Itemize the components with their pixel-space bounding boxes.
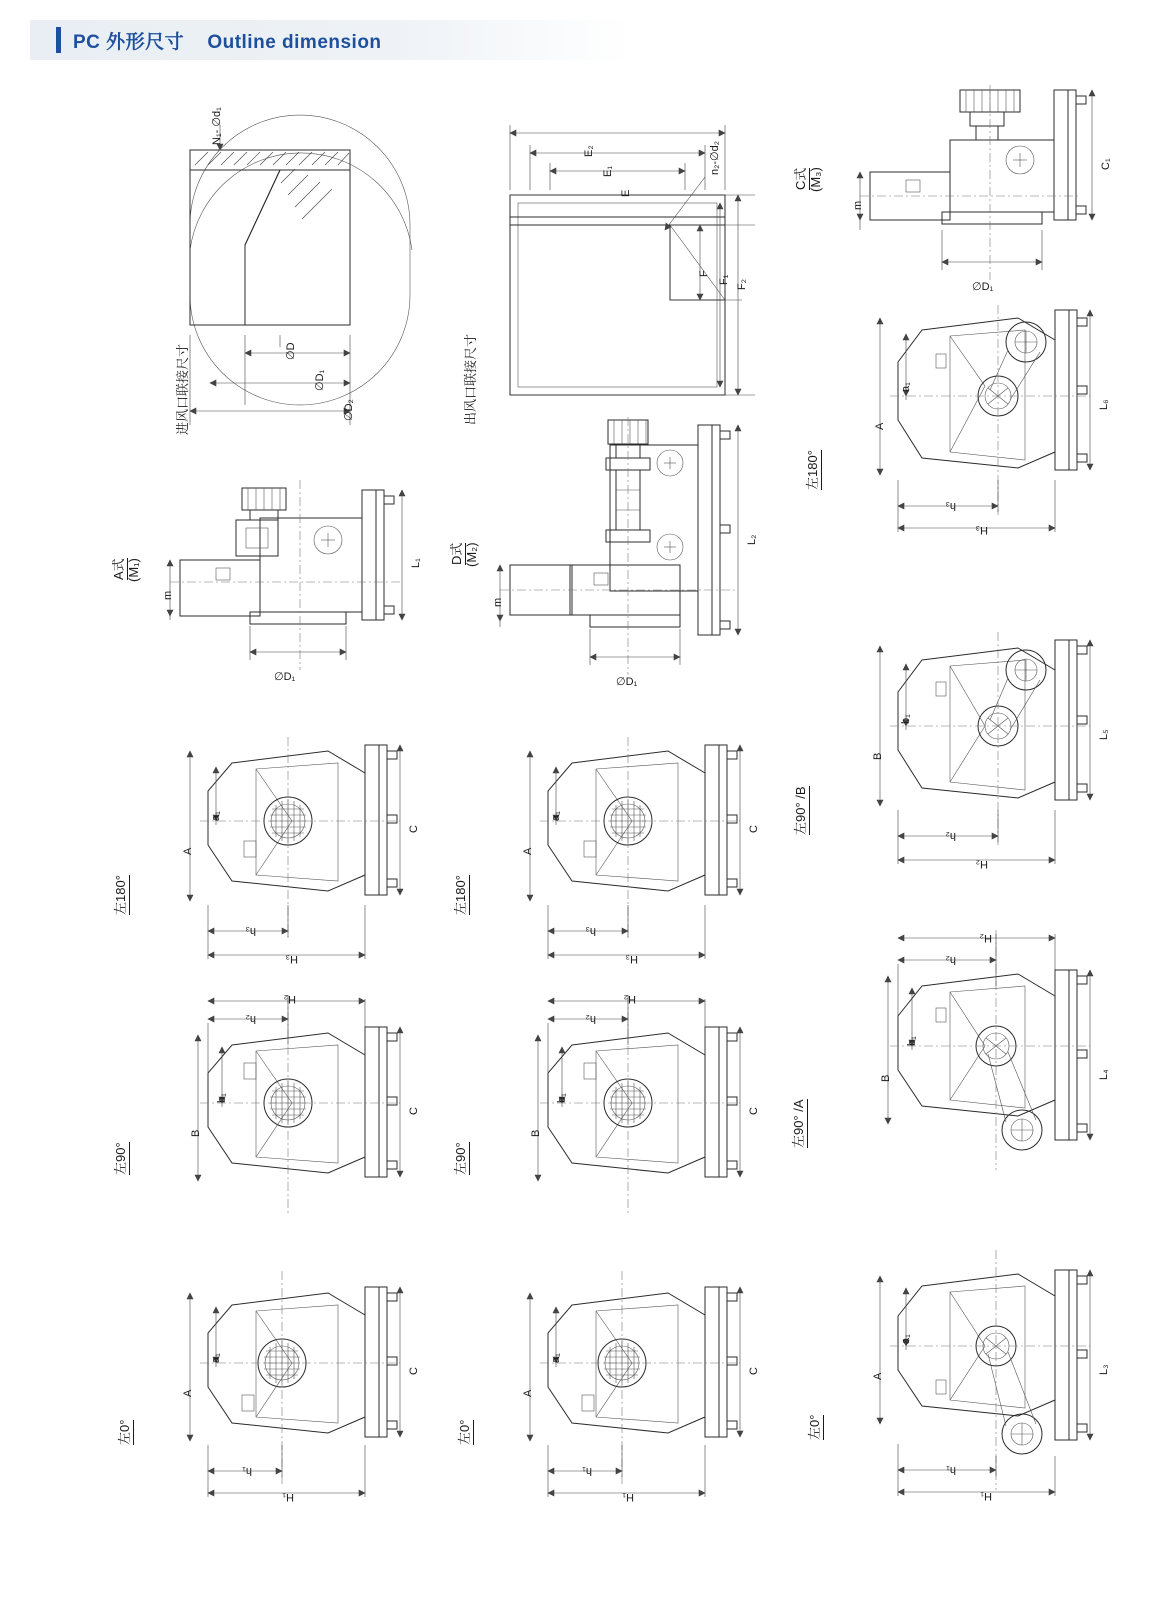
view-left0-col3-dim-a: A (872, 1372, 884, 1380)
view-left0-col2-dim-a1: a₁ (550, 1353, 562, 1363)
view-left90-a-dim-l4: L₄ (1098, 1069, 1110, 1080)
view-left90-b (793, 620, 1120, 880)
view-left0-col1-dim-a1: a₁ (210, 1353, 222, 1363)
view-left180-col1 (113, 725, 430, 975)
view-left90-a-dim-b: B (880, 1074, 892, 1082)
view-left90-col2-dim-h2s: h₂ (585, 1013, 596, 1025)
view-left180-right-dim-a1: a₁ (900, 382, 912, 392)
outlet-detail-caption: 出风口联接尺寸 (463, 333, 478, 425)
view-left90-col2-name (450, 1142, 469, 1175)
view-left90-col2-dim-H2: H₂ (623, 993, 636, 1005)
view-left180-col1-dim-a: A (182, 847, 194, 855)
view-left180-col2-dim-c: C (748, 825, 760, 833)
inlet-detail-caption: 进风口联接尺寸 (175, 343, 190, 435)
view-left180-col1-label: 左180° (113, 875, 128, 915)
view-a-shi (111, 470, 440, 683)
view-left90-b-dim-l5: L₅ (1098, 729, 1110, 740)
view-left0-col1-dim-H1: H₁ (282, 1491, 294, 1503)
view-a-shi-sub: (M₁) (126, 558, 141, 582)
view-left0-col3-dim-H1: H₁ (980, 1490, 992, 1502)
view-left0-col1-name (114, 1420, 133, 1445)
view-left180-col1-name (110, 875, 129, 915)
outlet-label-e1: E₁ (602, 165, 614, 177)
view-d-shi-dim-l2: L₂ (746, 534, 758, 545)
outlet-label-f1: F₁ (718, 274, 730, 285)
inlet-connection-detail (150, 95, 450, 435)
view-left90-col2-label: 左90° (453, 1142, 468, 1175)
view-c-shi-dim-m: m (852, 200, 864, 210)
view-left0-col2-dim-h1s: h₁ (582, 1465, 592, 1477)
view-d-shi-sub: (M₂) (464, 542, 479, 567)
view-left0-col1 (117, 1255, 430, 1505)
outlet-label-f2: F₂ (736, 279, 748, 290)
view-left90-b-dim-b: B (872, 752, 884, 760)
view-d-shi-dim-m: m (492, 597, 504, 607)
view-left180-col2-dim-a: A (522, 847, 534, 855)
view-a-shi-label: A式 (111, 558, 126, 580)
view-left180-right-dim-h3s: h₃ (945, 500, 956, 512)
header-accent-bar (56, 27, 61, 53)
view-left90-b-label: 左90° /B (793, 786, 808, 835)
view-left180-col2 (453, 725, 770, 975)
view-left180-right-dim-l6: L₆ (1098, 399, 1110, 410)
view-left90-col2 (453, 985, 770, 1235)
view-a-shi-dim-m: m (162, 590, 174, 600)
view-left90-col2-dim-b1: b₁ (556, 1093, 568, 1103)
view-left90-b-dim-h2s: h₂ (945, 830, 956, 842)
view-left180-col1-dim-c: C (408, 825, 420, 833)
view-d-shi-name (446, 543, 465, 565)
view-left180-right-dim-H3: H₃ (975, 524, 988, 536)
view-d-shi-dim-d1: ∅D₁ (616, 676, 638, 688)
outlet-label-e: E (620, 189, 632, 197)
view-left180-col1-dim-h3s: h₃ (245, 925, 256, 937)
view-left0-col2-label: 左0° (457, 1419, 472, 1445)
view-left0-col3-dim-a1: a₁ (900, 1334, 912, 1344)
view-left90-a-dim-b1: b₁ (906, 1036, 918, 1046)
view-c-shi-dim-c1: C₁ (1100, 158, 1112, 170)
outlet-label-f: F (698, 270, 710, 277)
inlet-label-d1: ∅D₁ (314, 369, 326, 391)
view-a-shi-name (108, 558, 127, 580)
inlet-label-n1: N₁- ∅d₁ (211, 107, 223, 145)
view-c-shi (793, 80, 1120, 293)
view-left90-a-dim-H2: H₂ (979, 932, 992, 944)
view-c-shi-name (790, 168, 809, 190)
view-left0-col3 (807, 1240, 1120, 1510)
page-header (30, 20, 630, 60)
outlet-label-n2d2: n₂-∅d₂ (709, 140, 721, 175)
view-left0-col1-label: 左0° (117, 1419, 132, 1445)
view-left180-col2-dim-h3s: h₃ (585, 925, 596, 937)
view-left0-col1-dim-h1s: h₁ (242, 1465, 252, 1477)
view-left180-col1-dim-H3: H₃ (285, 953, 298, 965)
view-left180-col2-dim-H3: H₃ (625, 953, 638, 965)
view-left0-col1-dim-a: A (182, 1389, 194, 1397)
view-left90-b-dim-b1: b₁ (900, 714, 912, 724)
view-a-shi-dim-l1: L₁ (410, 558, 422, 568)
view-left180-right-dim-a: A (874, 422, 886, 430)
view-left0-col2 (457, 1255, 770, 1505)
inlet-label-d: ∅D (285, 342, 297, 360)
view-left90-b-name (790, 786, 809, 835)
view-left90-col1-dim-b: B (190, 1129, 202, 1137)
view-c-shi-label: C式 (793, 167, 808, 190)
view-left0-col2-dim-c: C (748, 1367, 760, 1375)
view-left90-col2-dim-b: B (530, 1129, 542, 1137)
view-left90-col1 (113, 985, 430, 1235)
view-left0-col2-dim-H1: H₁ (622, 1491, 634, 1503)
view-d-shi-label: D式 (449, 542, 464, 565)
view-a-shi-dim-d1: ∅D₁ (274, 671, 296, 683)
view-left180-col2-dim-a1: a₁ (550, 811, 562, 821)
view-left180-col2-name (450, 875, 469, 915)
inlet-label-d2: ∅D₂ (343, 399, 355, 421)
view-d-shi (449, 415, 770, 688)
view-left180-right (805, 300, 1120, 550)
page-title-cn: PC 外形尺寸 (73, 31, 185, 53)
view-left0-col3-dim-l3: L₃ (1098, 1364, 1110, 1375)
view-left90-b-dim-H2: H₂ (975, 858, 988, 870)
view-left180-right-name (802, 450, 821, 490)
view-left0-col1-dim-c: C (408, 1367, 420, 1375)
view-c-shi-sub: (M₃) (808, 167, 823, 192)
view-left0-col2-name (454, 1420, 473, 1445)
view-c-shi-dim-d1: ∅D₁ (972, 281, 994, 293)
view-left90-col1-name (110, 1142, 129, 1175)
page-title (73, 27, 382, 54)
view-left180-col2-label: 左180° (453, 875, 468, 915)
view-left90-col2-dim-c: C (748, 1107, 760, 1115)
view-left90-col1-label: 左90° (113, 1142, 128, 1175)
view-left0-col2-dim-a: A (522, 1389, 534, 1397)
view-left180-right-label: 左180° (805, 450, 820, 490)
view-left0-col3-dim-h1s: h₁ (946, 1464, 956, 1476)
view-left90-a-dim-h2s: h₂ (945, 954, 956, 966)
view-left90-col1-dim-b1: b₁ (216, 1093, 228, 1103)
outlet-connection-detail (463, 105, 770, 425)
view-left90-a (791, 920, 1120, 1190)
view-left90-a-name (788, 1099, 807, 1148)
view-left0-col3-name (804, 1415, 823, 1440)
view-left180-col1-dim-a1: a₁ (210, 811, 222, 821)
view-left0-col3-label: 左0° (807, 1414, 822, 1440)
page-title-en: Outline dimension (207, 31, 382, 53)
view-left90-col1-dim-H2: H₂ (283, 993, 296, 1005)
view-left90-a-label: 左90° /A (791, 1099, 806, 1148)
outlet-label-e2: E₂ (583, 145, 595, 157)
view-left90-col1-dim-c: C (408, 1107, 420, 1115)
view-left90-col1-dim-h2s: h₂ (245, 1013, 256, 1025)
